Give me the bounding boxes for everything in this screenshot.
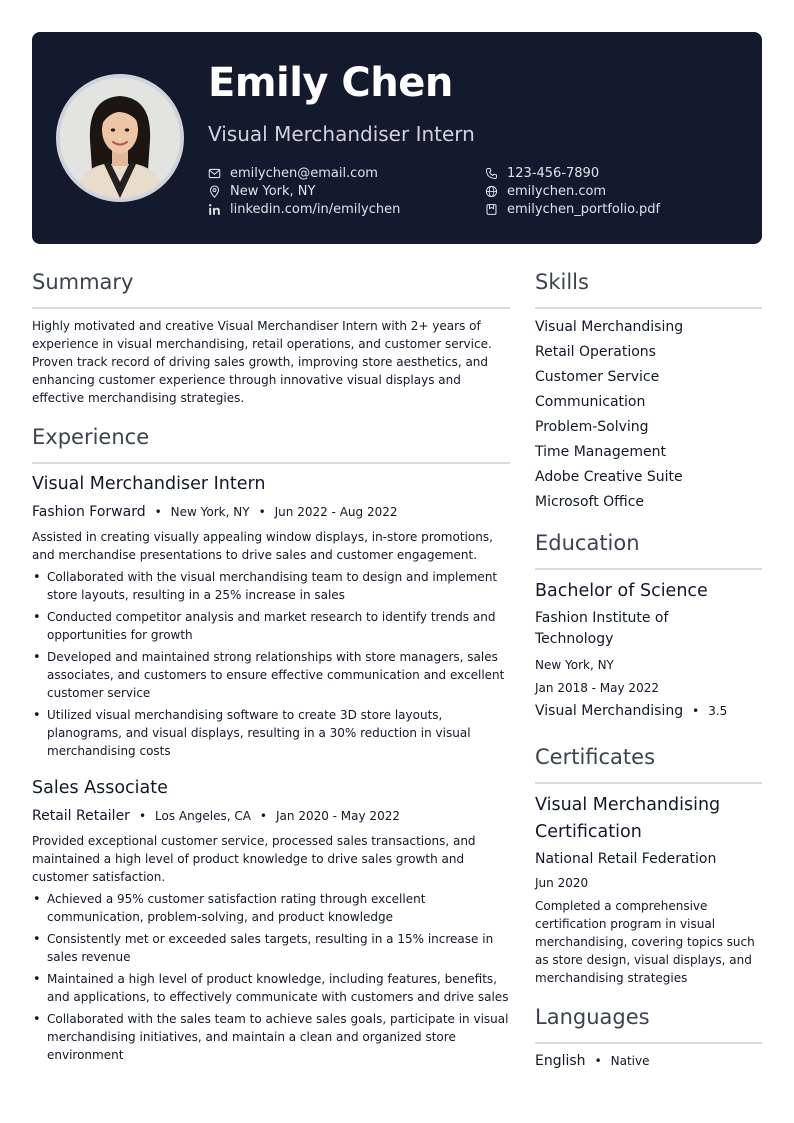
skills-heading: Skills [535,270,589,294]
mail-icon [208,167,221,180]
job-title: Sales Associate [32,778,168,798]
education-school: Fashion Institute of Technology [535,610,669,647]
certificate-date: Jun 2020 [535,876,589,890]
summary-text: Highly motivated and creative Visual Merchandiser Intern with 2+ years of experience in visual merchandising, retail operations, and customer service. Proven track record of driving sales growth, improving store aesthetics, and enhancing customer experience through innovative visual displays and effective merchandising strategies. [32,319,492,405]
contact-portfolio-text: emilychen_portfolio.pdf [507,202,661,217]
skill-item: Customer Service [535,369,660,385]
contact-location-text: New York, NY [230,184,316,199]
achievement-item: • Maintained a high level of product knowledge, including features, benefits, and applications, to effectively communicate with customers and drive sales [32,970,514,1006]
education-field: Visual Merchandising [535,703,684,719]
contact-email[interactable] [208,166,378,181]
job-company: Fashion Forward [32,504,146,520]
certificate-description: Completed a comprehensive certification program in visual merchandising, covering topics such as store design, visual displays, and merchandising strategies [535,899,755,985]
contact-phone-text: 123-456-7890 [507,166,600,181]
candidate-name: Emily Chen [208,60,453,106]
education-dates: Jan 2018 - May 2022 [535,681,659,695]
file-icon [485,203,498,216]
job-company: Retail Retailer [32,808,130,824]
contact-email-text: emilychen@email.com [230,166,378,181]
languages-heading: Languages [535,1005,650,1029]
job-meta [32,808,400,824]
skill-item: Visual Merchandising [535,319,684,335]
language-level: Native [610,1054,650,1068]
contact-portfolio[interactable] [485,202,660,217]
linkedin-icon [208,203,221,216]
job-achievements [32,568,514,764]
skill-item: Retail Operations [535,344,656,360]
skills-divider [535,307,762,309]
skill-item: Adobe Creative Suite [535,469,683,485]
meta-separator: • [594,1054,602,1068]
language-item [535,1053,650,1069]
education-heading: Education [535,531,640,555]
achievement-item: • Collaborated with the visual merchandising team to design and implement store layouts, resulting in a 25% increase in sales [32,568,514,604]
meta-separator: • [259,809,267,823]
certificates-heading: Certificates [535,745,656,769]
skill-item: Microsoft Office [535,494,645,510]
profile-photo [56,74,184,202]
contact-website-text: emilychen.com [507,184,607,199]
meta-separator: • [692,704,700,718]
contact-website[interactable] [485,184,606,199]
achievement-item: • Conducted competitor analysis and market research to identify trends and opportunities for growth [32,608,514,644]
candidate-role: Visual Merchandiser Intern [208,122,475,146]
meta-separator: • [258,505,266,519]
contact-location [208,184,315,199]
job-dates: Jun 2022 - Aug 2022 [274,505,398,519]
certificate-name: Visual Merchandising Certification [535,795,721,842]
contact-linkedin-text: linkedin.com/in/emilychen [230,202,401,217]
location-icon [208,185,221,198]
experience-heading: Experience [32,425,150,449]
skill-item: Time Management [535,444,666,460]
job-achievements [32,890,514,1068]
summary-heading: Summary [32,270,134,294]
contact-phone[interactable] [485,166,599,181]
education-gpa: 3.5 [708,704,728,718]
certificate-issuer: National Retail Federation [535,851,717,867]
job-description: Provided exceptional customer service, processed sales transactions, and maintained a high level of product knowledge to drive sales growth and customer satisfaction. [32,834,476,884]
job-dates: Jan 2020 - May 2022 [276,809,400,823]
achievement-item: • Utilized visual merchandising software to create 3D store layouts, planograms, and visual displays, resulting in a 30% reduction in visual merchandising costs [32,706,514,760]
contact-linkedin[interactable] [208,202,400,217]
education-divider [535,568,762,570]
phone-icon [485,167,498,180]
job-description: Assisted in creating visually appealing window displays, in-store promotions, and merchandise presentations to drive sales and customer engagement. [32,530,493,562]
summary-divider [32,307,510,309]
meta-separator: • [154,505,162,519]
skill-item: Problem-Solving [535,419,649,435]
globe-icon [485,185,498,198]
education-field-row [535,703,727,719]
job-location: Los Angeles, CA [155,809,251,823]
meta-separator: • [138,809,147,823]
skill-item: Communication [535,394,646,410]
languages-divider [535,1042,762,1044]
achievement-item: • Developed and maintained strong relationships with store managers, sales associates, and customers to ensure effective communication and excellent customer service [32,648,514,702]
profile-photo-illustration [60,78,180,198]
achievement-item: • Consistently met or exceeded sales targets, resulting in a 15% increase in sales revenue [32,930,514,966]
achievement-item: • Achieved a 95% customer satisfaction rating through excellent communication, problem-solving, and product knowledge [32,890,514,926]
job-title: Visual Merchandiser Intern [32,474,266,494]
skills-list [535,317,762,517]
experience-divider [32,462,510,464]
achievement-item: • Collaborated with the sales team to achieve sales goals, participate in visual merchandising initiatives, and maintain a clean and organized store environment [32,1010,514,1064]
education-location: New York, NY [535,658,614,672]
language-name: English [535,1053,586,1069]
job-meta [32,504,398,520]
certificates-divider [535,782,762,784]
education-degree: Bachelor of Science [535,581,708,601]
resume-header [32,32,762,244]
job-location: New York, NY [170,505,250,519]
